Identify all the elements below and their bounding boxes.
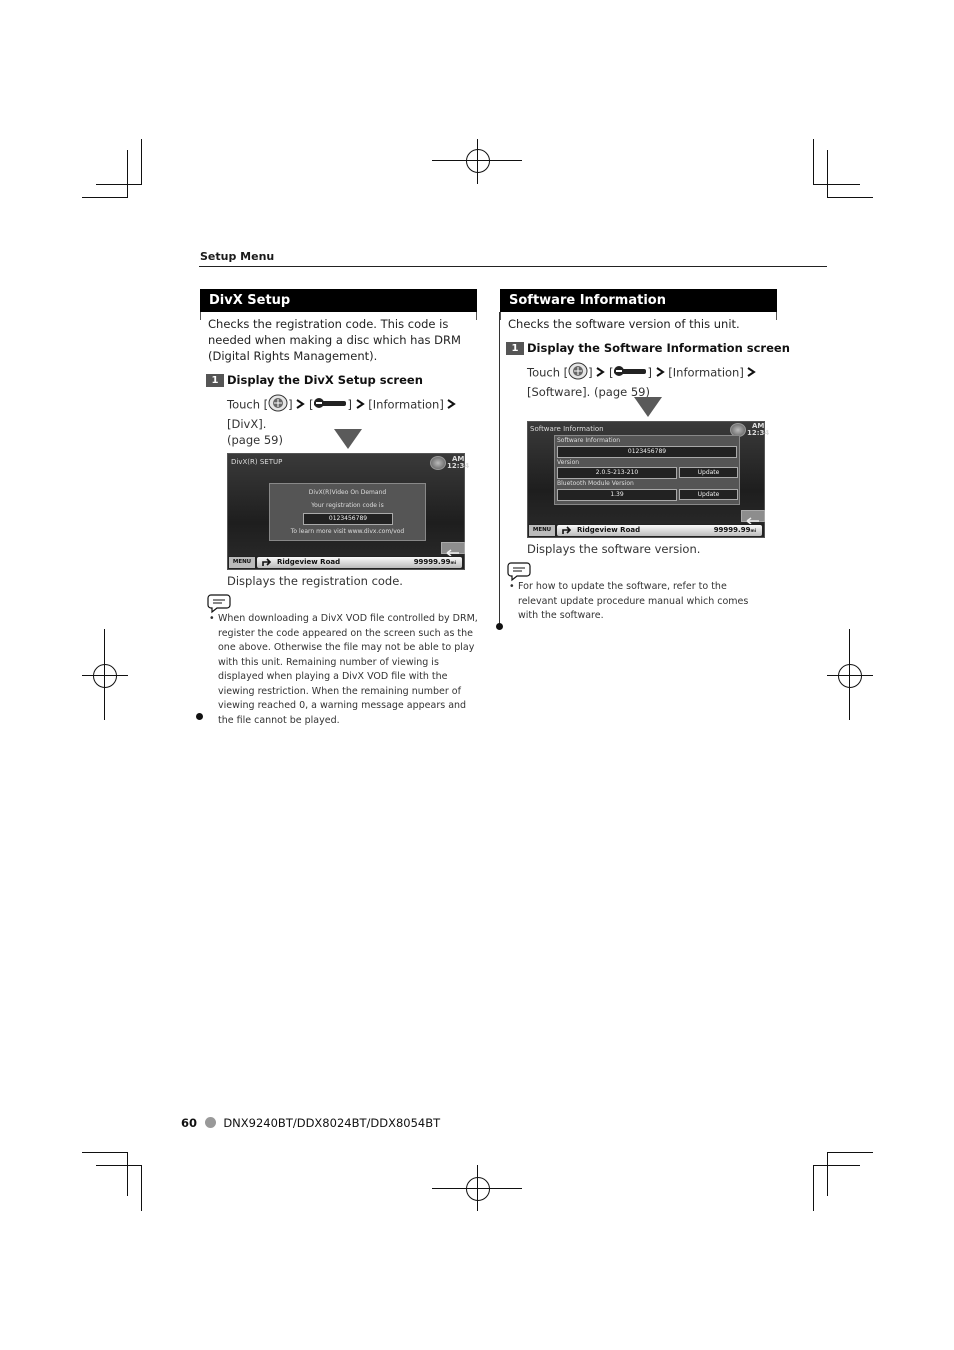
step-title: Display the Software Information screen — [527, 341, 790, 355]
back-button[interactable] — [441, 542, 465, 554]
clock-ampm: AM — [751, 422, 765, 430]
touch-instruction — [527, 362, 777, 400]
clock-time: 12:34 — [447, 462, 470, 470]
bluetooth-version-value: 1.39 — [557, 489, 677, 501]
software-link: [Software]. — [527, 385, 591, 399]
turn-arrow-icon — [561, 526, 573, 535]
divx-intro: Checks the registration code. This code is needed when making a disc which has DRM (Digital Rights Management). — [208, 317, 461, 363]
nav-bar — [528, 524, 764, 537]
step-title: Display the DivX Setup screen — [227, 373, 423, 387]
step-number: 1 — [206, 374, 224, 387]
page-ref: (page 59) — [593, 385, 650, 399]
step-number: 1 — [506, 342, 524, 355]
chevron-right-icon — [747, 365, 756, 381]
bracket-text: ] — [588, 365, 597, 380]
down-arrow-icon — [334, 429, 362, 449]
bracket-text: ] — [347, 397, 356, 412]
screen-title: Software Information — [530, 425, 604, 433]
software-intro: Checks the software version of this unit. — [508, 317, 740, 331]
version-label: Version — [557, 459, 580, 466]
nav-info-bar[interactable] — [557, 525, 762, 536]
bracket-text: [ — [305, 397, 314, 412]
distance-unit: mi — [750, 528, 756, 533]
distance-unit: mi — [450, 560, 456, 565]
bullet: • — [209, 613, 215, 624]
menu-globe-icon — [268, 394, 288, 416]
clock — [747, 423, 769, 437]
update-version-button[interactable]: Update — [679, 467, 738, 478]
chevron-right-icon — [596, 365, 605, 381]
note-icon — [207, 593, 229, 611]
bracket-text: [ — [605, 365, 614, 380]
chevron-right-icon — [656, 365, 665, 381]
model-names: DNX9240BT/DDX8024BT/DDX8054BT — [223, 1116, 441, 1130]
clock-ampm: AM — [451, 455, 465, 463]
road-name: Ridgeview Road — [277, 558, 341, 566]
road-name: Ridgeview Road — [577, 526, 641, 534]
section-title-divx-setup: DivX Setup — [200, 289, 477, 312]
information-link: [Information] — [668, 365, 744, 380]
software-caption: Displays the software version. — [527, 542, 701, 556]
software-information-screen — [527, 421, 770, 538]
chevron-right-icon — [296, 397, 305, 413]
screen-title: DivX(R) SETUP — [231, 458, 283, 466]
page-ref: (page 59) — [227, 433, 283, 447]
menu-button[interactable]: MENU — [229, 557, 255, 568]
software-info-label: Software Information — [557, 437, 621, 444]
section-border — [500, 312, 501, 320]
page-footer — [181, 1116, 440, 1130]
section-border — [200, 312, 201, 320]
wrench-icon — [613, 365, 647, 381]
down-arrow-icon — [634, 397, 662, 417]
note-icon — [507, 561, 529, 579]
header-rule — [199, 266, 827, 267]
turn-arrow-icon — [261, 558, 273, 567]
menu-globe-icon[interactable] — [430, 456, 446, 470]
software-note: For how to update the software, refer to the relevant update procedure manual which comes with the software. — [518, 581, 749, 621]
divx-link: [DivX]. — [227, 417, 267, 431]
running-header: Setup Menu — [200, 250, 275, 263]
chevron-right-icon — [356, 397, 365, 413]
panel-url: To learn more visit www.divx.com/vod — [290, 528, 405, 535]
divx-note: When downloading a DivX VOD file controlled by DRM, register the code appeared on the screen such as the one above. Otherwise the file may not be able to play with this unit. Remaining number of viewing is displayed when playing a DivX VOD file with the viewing restriction. When the remaining number of viewing reached 0, a warning message appears and the file cannot be played. — [218, 613, 478, 726]
panel-heading: DivX(R)Video On Demand — [308, 489, 387, 496]
page-number: 60 — [181, 1116, 198, 1130]
nav-bar — [228, 556, 464, 569]
distance — [414, 558, 456, 566]
divx-caption: Displays the registration code. — [227, 574, 403, 588]
bracket-text: ] — [647, 365, 656, 380]
software-info-value: 0123456789 — [557, 446, 737, 458]
footer-dot-icon — [205, 1117, 216, 1128]
chevron-right-icon — [447, 397, 456, 413]
section-title-software-information: Software Information — [500, 289, 777, 312]
back-button[interactable] — [741, 510, 765, 522]
touch-text: Touch [ — [527, 365, 569, 380]
nav-info-bar[interactable] — [257, 557, 462, 568]
clock-time: 12:34 — [747, 429, 770, 437]
bullet: • — [509, 581, 515, 592]
clock — [447, 456, 469, 470]
distance-value: 99999.99 — [413, 558, 451, 566]
bluetooth-version-label: Bluetooth Module Version — [557, 480, 634, 487]
information-link: [Information] — [368, 397, 444, 412]
column-divider — [499, 312, 500, 624]
divx-info-panel — [269, 483, 426, 541]
wrench-icon — [313, 397, 347, 413]
touch-text: Touch [ — [227, 397, 269, 412]
update-bluetooth-button[interactable]: Update — [679, 489, 738, 500]
software-info-panel — [554, 435, 740, 505]
section-end-dot — [196, 713, 203, 720]
panel-subheading: Your registration code is — [311, 502, 384, 509]
distance-value: 99999.99 — [713, 526, 751, 534]
distance — [714, 526, 756, 534]
divx-setup-screen — [227, 453, 470, 570]
version-value: 2.0.5-213-210 — [557, 467, 677, 479]
registration-code-field: 0123456789 — [303, 513, 393, 525]
bracket-text: ] — [288, 397, 297, 412]
section-end-dot — [496, 623, 503, 630]
menu-globe-icon — [568, 362, 588, 384]
menu-button[interactable]: MENU — [529, 525, 555, 536]
